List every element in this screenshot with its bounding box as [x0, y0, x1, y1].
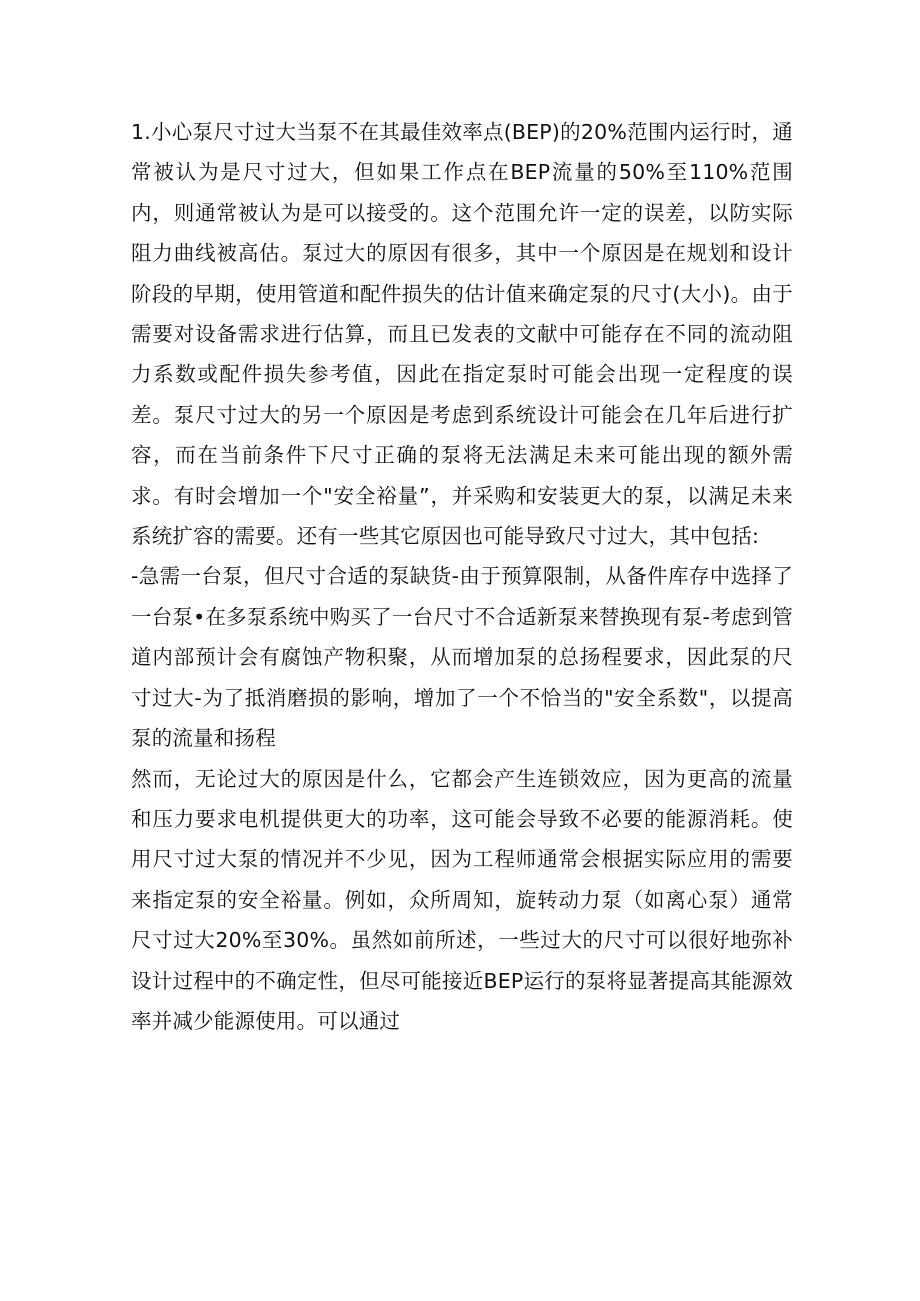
paragraph-other-oversizing-reasons: -急需一台泵，但尺寸合适的泵缺货-由于预算限制，从备件库存中选择了一台泵•在多泵系统中购买了一台尺寸不合适新泵来替换现有泵-考虑到管道内部预计会有腐蚀产物积聚，从而增加泵的总扬程要求，因此泵的尺寸过大-为了抵消磨损的影响，增加了一个不恰当的"安全系数"，以提高泵的流量和扬程	[131, 564, 793, 751]
document-body	[131, 112, 793, 1041]
paragraph-pump-oversizing-intro: 1.小心泵尺寸过大当泵不在其最佳效率点(BEP)的20%范围内运行时，通常被认为是尺寸过大，但如果工作点在BEP流量的50%至110%范围内，则通常被认为是可以接受的。这个范围允许一定的误差，以防实际阻力曲线被高估。泵过大的原因有很多，其中一个原因是在规划和设计阶段的早期，使用管道和配件损失的估计值来确定泵的尺寸(大小)。由于需要对设备需求进行估算，而且已发表的文献中可能存在不同的流动阻力系数或配件损失参考值，因此在指定泵时可能会出现一定程度的误差。泵尺寸过大的另一个原因是考虑到系统设计可能会在几年后进行扩容，而在当前条件下尺寸正确的泵将无法满足未来可能出现的额外需求。有时会增加一个"安全裕量”，并采购和安装更大的泵，以满足未来系统扩容的需要。还有一些其它原因也可能导致尺寸过大，其中包括:	[131, 120, 793, 549]
paragraph-energy-consequences: 然而，无论过大的原因是什么，它都会产生连锁效应，因为更高的流量和压力要求电机提供更大的功率，这可能会导致不必要的能源消耗。使用尺寸过大泵的情况并不少见，因为工程师通常会根据实际应用的需要来指定泵的安全裕量。例如，众所周知，旋转动力泵（如离心泵）通常尺寸过大20%至30%。虽然如前所述，一些过大的尺寸可以很好地弥补设计过程中的不确定性，但尽可能接近BEP运行的泵将显著提高其能源效率并减少能源使用。可以通过	[131, 766, 793, 1033]
